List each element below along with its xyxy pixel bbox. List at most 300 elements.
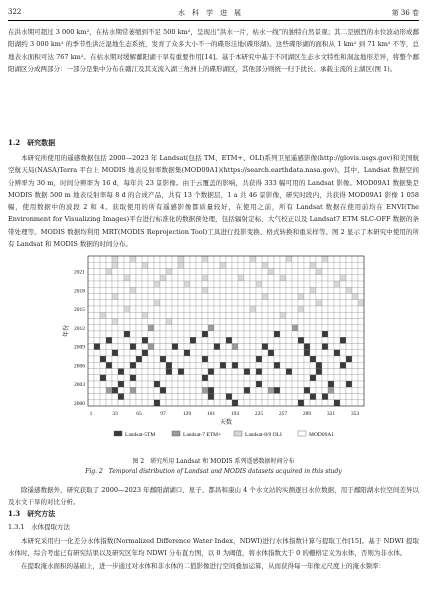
heatmap-cell xyxy=(178,387,184,393)
heatmap-cell xyxy=(298,275,304,281)
heatmap-cell xyxy=(160,381,166,387)
heatmap-cell xyxy=(220,269,226,275)
heatmap-cell xyxy=(340,275,346,281)
heatmap-cell xyxy=(334,306,340,312)
heatmap-cell xyxy=(190,369,196,375)
heatmap-cell xyxy=(148,356,154,362)
heatmap-cell xyxy=(118,344,124,350)
heatmap-cell xyxy=(106,287,112,293)
heatmap-cell xyxy=(136,362,142,368)
heatmap-cell xyxy=(322,381,328,387)
heatmap-cell xyxy=(352,362,358,368)
heatmap-cell xyxy=(106,256,112,262)
heatmap-cell xyxy=(316,387,322,393)
heatmap-cell xyxy=(244,356,250,362)
heatmap-cell xyxy=(358,375,364,381)
heatmap-cell xyxy=(208,362,214,368)
heatmap-cell xyxy=(118,275,124,281)
heatmap-cell xyxy=(106,356,112,362)
heatmap-cell xyxy=(346,275,352,281)
heatmap-cell xyxy=(160,256,166,262)
heatmap-cell xyxy=(166,281,172,287)
heatmap-cell xyxy=(238,269,244,275)
heatmap-cell xyxy=(328,269,334,275)
heatmap-cell xyxy=(322,269,328,275)
heatmap-cell xyxy=(136,294,142,300)
heatmap-cell xyxy=(250,256,256,262)
heatmap-cell xyxy=(202,375,208,381)
heatmap-cell xyxy=(178,375,184,381)
heatmap-cell xyxy=(244,269,250,275)
data-paragraph: 本研究所使用的遥感数据包括 2000—2023 年 Landsat(包括 TM、ETM+、OLI)系列卫星遥感影像(http://glovis.usgs.gov)和美国航空航天局(NASA)Terra 平台上 MODIS 地表反射率数据集(MOD09A1)(https://search.earthdata.nasa.gov)。其中，Landsat 数据空间分辨率为 30 m，时间分辨率为 16 d，每年共 23 景影像。由于云覆盖的影响，共获得 333 幅可用的 Landsat 影像。MOD09A1 数据集是 MODIS 数据 500 m 地表反射率每 8 d 的合成产品，共有 13 个数据层，1 a 共 46 景影像，研究时段内，共获得 MOD09A1 影像 1 058 幅，使用数据中的波段 2 和 4。获取使用的所有遥感影像都质量较好，在使用之前，所有 Landsat 数据在使用前均在 ENVI(The Environment for Visualizing Images)平台进行标准化的数据预处理，包括辐射定标、大气校正以及 Landsat7 ETM SLC-OFF 数据的条带处理等。MODIS 数据均利用 MRT(MODIS Reprojection Tool)工具进行投影变换、格式转换和重采样等。图 2 显示了本研究中使用的所有 Landsat 和 MODIS 数据的时间分布。 xyxy=(8,154,419,249)
heatmap-cell xyxy=(112,275,118,281)
heatmap-cell xyxy=(160,281,166,287)
heatmap-cell xyxy=(232,262,238,268)
heatmap-cell xyxy=(118,331,124,337)
heatmap-cell xyxy=(136,387,142,393)
heatmap-cell xyxy=(88,312,94,318)
heatmap-cell xyxy=(238,287,244,293)
heatmap-cell xyxy=(148,400,154,406)
heatmap-cell xyxy=(334,331,340,337)
heatmap-cell xyxy=(226,281,232,287)
heatmap-cell xyxy=(130,400,136,406)
heatmap-cell xyxy=(262,319,268,325)
heatmap-cell xyxy=(190,394,196,400)
heatmap-cell xyxy=(322,331,328,337)
heatmap-cell xyxy=(178,325,184,331)
heatmap-cell xyxy=(358,369,364,375)
x-tick-label: 161 xyxy=(206,411,216,417)
heatmap-cell xyxy=(292,387,298,393)
heatmap-cell xyxy=(130,369,136,375)
heatmap-cell xyxy=(178,344,184,350)
heatmap-cell xyxy=(160,300,166,306)
heatmap-cell xyxy=(310,294,316,300)
heatmap-cell xyxy=(262,275,268,281)
heatmap-cell xyxy=(214,275,220,281)
heatmap-cell xyxy=(262,300,268,306)
heatmap-cell xyxy=(346,375,352,381)
heatmap-cell xyxy=(202,394,208,400)
heatmap-cell xyxy=(268,344,274,350)
heatmap-cell xyxy=(244,387,250,393)
method-paragraph-1: 本研究采用归一化差分水体指数(Normalized Difference Water Index，NDWI)进行水体指数计算与提取工作[15]。基于 NDWI 提取水体时，综合考虑已有研究结果以及研究区年均 NDWI 分布直方图，以 0 为阈值，将水体指数大于 0 的栅格定义为水体，否则为非水体。 xyxy=(8,537,419,558)
heatmap-cell xyxy=(250,325,256,331)
heatmap-cell xyxy=(328,325,334,331)
heatmap-cell xyxy=(316,375,322,381)
heatmap-cell xyxy=(214,256,220,262)
heatmap-cell xyxy=(106,325,112,331)
heatmap-cell xyxy=(202,300,208,306)
heatmap-cell xyxy=(340,375,346,381)
heatmap-cell xyxy=(244,375,250,381)
heatmap-cell xyxy=(166,312,172,318)
heatmap-cell xyxy=(340,331,346,337)
heatmap-cell xyxy=(124,337,130,343)
heatmap-cell xyxy=(184,281,190,287)
heatmap-cell xyxy=(136,375,142,381)
heatmap-cell xyxy=(256,325,262,331)
x-tick-label: 193 xyxy=(230,411,240,417)
heatmap-cell xyxy=(208,400,214,406)
heatmap-cell xyxy=(166,294,172,300)
heatmap-cell xyxy=(136,275,142,281)
heatmap-cell xyxy=(304,381,310,387)
heatmap-cell xyxy=(178,287,184,293)
heatmap-cell xyxy=(172,362,178,368)
heatmap-cell xyxy=(184,312,190,318)
y-axis-label: 年份 xyxy=(63,324,70,338)
heatmap-cell xyxy=(220,350,226,356)
heatmap-cell xyxy=(118,300,124,306)
heatmap-cell xyxy=(244,256,250,262)
after-figure-paragraph-block xyxy=(8,484,419,509)
heatmap-cell xyxy=(118,256,124,262)
heatmap-cell xyxy=(280,394,286,400)
heatmap-cell xyxy=(256,394,262,400)
heatmap-cell xyxy=(292,306,298,312)
heatmap-cell xyxy=(118,269,124,275)
x-tick-label: 1 xyxy=(89,411,93,417)
heatmap-cell xyxy=(334,325,340,331)
heatmap-cell xyxy=(172,275,178,281)
heatmap-cell xyxy=(118,294,124,300)
heatmap-cell xyxy=(316,312,322,318)
heatmap-cell xyxy=(298,325,304,331)
heatmap-cell xyxy=(88,369,94,375)
heatmap-cell xyxy=(106,362,112,368)
heatmap-cell xyxy=(226,275,232,281)
heatmap-cell xyxy=(214,306,220,312)
heatmap-cell xyxy=(148,337,154,343)
heatmap-cell xyxy=(322,275,328,281)
heatmap-cell xyxy=(340,319,346,325)
heatmap-cell xyxy=(232,381,238,387)
heatmap-cell xyxy=(226,306,232,312)
heatmap-cell xyxy=(124,362,130,368)
heatmap-cell xyxy=(358,362,364,368)
heatmap-cell xyxy=(292,312,298,318)
heatmap-cell xyxy=(118,281,124,287)
heatmap-cell xyxy=(142,369,148,375)
heatmap-cell xyxy=(238,381,244,387)
heatmap-cell xyxy=(100,312,106,318)
heatmap-cell xyxy=(358,350,364,356)
heatmap-cell xyxy=(328,262,334,268)
heatmap-cell xyxy=(358,394,364,400)
heatmap-cell xyxy=(136,325,142,331)
heatmap-cell xyxy=(250,381,256,387)
heatmap-cell xyxy=(238,275,244,281)
heatmap-cell xyxy=(238,325,244,331)
heatmap-cell xyxy=(130,269,136,275)
heatmap-cell xyxy=(142,375,148,381)
heatmap-cell xyxy=(262,262,268,268)
heatmap-cell xyxy=(322,394,328,400)
heatmap-cell xyxy=(106,350,112,356)
heatmap-cell xyxy=(142,356,148,362)
heatmap-cell xyxy=(328,344,334,350)
heatmap-cell xyxy=(280,256,286,262)
heatmap-cell xyxy=(274,256,280,262)
heatmap-cell xyxy=(280,294,286,300)
heatmap-cell xyxy=(166,362,172,368)
heatmap-cell xyxy=(292,300,298,306)
heatmap-cell xyxy=(148,362,154,368)
heatmap-cell xyxy=(244,331,250,337)
heatmap-cell xyxy=(130,350,136,356)
heatmap-cell xyxy=(358,269,364,275)
heatmap-cell xyxy=(112,394,118,400)
heatmap-cell xyxy=(136,356,142,362)
heatmap-cell xyxy=(220,400,226,406)
heatmap-cell xyxy=(160,337,166,343)
heatmap-cell xyxy=(94,269,100,275)
heatmap-cell xyxy=(304,362,310,368)
heatmap-cell xyxy=(142,319,148,325)
heatmap-cell xyxy=(214,400,220,406)
heatmap-cell xyxy=(112,312,118,318)
heatmap-cell xyxy=(88,356,94,362)
heatmap-cell xyxy=(352,375,358,381)
heatmap-cell xyxy=(352,337,358,343)
heatmap-cell xyxy=(280,362,286,368)
heatmap-cell xyxy=(334,287,340,293)
heatmap-cell xyxy=(88,281,94,287)
heatmap-cell xyxy=(286,344,292,350)
heatmap-cell xyxy=(256,319,262,325)
heatmap-cell xyxy=(100,319,106,325)
heatmap-cell xyxy=(322,294,328,300)
heatmap-cell xyxy=(352,294,358,300)
heatmap-cell xyxy=(214,337,220,343)
heatmap-cell xyxy=(322,287,328,293)
heatmap-cell xyxy=(178,306,184,312)
heatmap-cell xyxy=(94,375,100,381)
heatmap-cell xyxy=(346,294,352,300)
heatmap-cell xyxy=(190,400,196,406)
heatmap-cell xyxy=(298,381,304,387)
heatmap-cell xyxy=(280,375,286,381)
heatmap-cell xyxy=(292,275,298,281)
heatmap-cell xyxy=(340,256,346,262)
heatmap-cell xyxy=(340,300,346,306)
heatmap-cell xyxy=(274,300,280,306)
heatmap-cell xyxy=(268,300,274,306)
heatmap-cell xyxy=(196,312,202,318)
heatmap-cell xyxy=(178,381,184,387)
heatmap-cell xyxy=(304,319,310,325)
heatmap-cell xyxy=(94,394,100,400)
heatmap-cell xyxy=(310,262,316,268)
heatmap-cell xyxy=(334,344,340,350)
heatmap-cell xyxy=(94,369,100,375)
heatmap-cell xyxy=(88,294,94,300)
heatmap-cell xyxy=(292,262,298,268)
heatmap-cell xyxy=(202,306,208,312)
heatmap-cell xyxy=(238,394,244,400)
heatmap-cell xyxy=(232,312,238,318)
heatmap-cell xyxy=(262,350,268,356)
heatmap-cell xyxy=(352,319,358,325)
heatmap-cell xyxy=(316,269,322,275)
heatmap-cell xyxy=(328,312,334,318)
heatmap-cell xyxy=(310,369,316,375)
heatmap-cell xyxy=(274,331,280,337)
heatmap-cell xyxy=(340,350,346,356)
heatmap-cell xyxy=(94,294,100,300)
heatmap-cell xyxy=(238,331,244,337)
heatmap-cell xyxy=(292,369,298,375)
heatmap-cell xyxy=(334,262,340,268)
heatmap-cell xyxy=(274,362,280,368)
heatmap-cell xyxy=(100,287,106,293)
heatmap-cell xyxy=(334,369,340,375)
heatmap-cell xyxy=(238,362,244,368)
heatmap-cell xyxy=(256,387,262,393)
heatmap-cell xyxy=(154,375,160,381)
heatmap-cell xyxy=(292,381,298,387)
heatmap-cell xyxy=(274,337,280,343)
heatmap-cell xyxy=(220,394,226,400)
heatmap-cell xyxy=(220,294,226,300)
x-tick-label: 65 xyxy=(136,411,142,417)
heatmap-cell xyxy=(130,381,136,387)
heatmap-cell xyxy=(298,350,304,356)
heatmap-cell xyxy=(262,269,268,275)
heatmap-cell xyxy=(196,281,202,287)
x-tick-label: 129 xyxy=(182,411,192,417)
heatmap-cell xyxy=(352,269,358,275)
heatmap-cell xyxy=(208,375,214,381)
heatmap-cell xyxy=(184,306,190,312)
heatmap-cell xyxy=(268,331,274,337)
heatmap-cell xyxy=(310,325,316,331)
heatmap-cell xyxy=(358,275,364,281)
heatmap-cell xyxy=(358,344,364,350)
heatmap-cell xyxy=(262,281,268,287)
heatmap-cell xyxy=(94,344,100,350)
heatmap-cell xyxy=(286,325,292,331)
x-tick-label: 289 xyxy=(302,411,312,417)
heatmap-cell xyxy=(160,269,166,275)
heatmap-cell xyxy=(196,262,202,268)
heatmap-cell xyxy=(304,256,310,262)
heatmap-cell xyxy=(298,269,304,275)
heatmap-cell xyxy=(112,400,118,406)
heatmap-cell xyxy=(118,312,124,318)
heatmap-cell xyxy=(88,319,94,325)
heatmap-cell xyxy=(184,275,190,281)
heatmap-cell xyxy=(316,400,322,406)
heatmap-cell xyxy=(358,400,364,406)
heatmap-cell xyxy=(190,287,196,293)
heatmap-cell xyxy=(328,356,334,362)
heatmap-cell xyxy=(112,331,118,337)
heatmap-cell xyxy=(184,256,190,262)
legend-swatch xyxy=(114,431,122,436)
heatmap-cell xyxy=(226,312,232,318)
heatmap-cell xyxy=(118,369,124,375)
heatmap-cell xyxy=(316,306,322,312)
heatmap-cell xyxy=(232,319,238,325)
heatmap-cell xyxy=(214,262,220,268)
heatmap-cell xyxy=(268,362,274,368)
heatmap-cell xyxy=(316,356,322,362)
heatmap-cell xyxy=(250,319,256,325)
heatmap-cell xyxy=(148,331,154,337)
heatmap-cell xyxy=(172,387,178,393)
heatmap-cell xyxy=(88,331,94,337)
heatmap-cell xyxy=(298,306,304,312)
heatmap-cell xyxy=(238,337,244,343)
heatmap-cell xyxy=(130,262,136,268)
heatmap-cell xyxy=(142,300,148,306)
heatmap-cell xyxy=(184,325,190,331)
heatmap-cell xyxy=(124,275,130,281)
heatmap-cell xyxy=(142,400,148,406)
heatmap-cell xyxy=(124,331,130,337)
heatmap-cell xyxy=(220,319,226,325)
heatmap-cell xyxy=(136,331,142,337)
heatmap-cell xyxy=(166,387,172,393)
heatmap-cell xyxy=(286,400,292,406)
heatmap-cell xyxy=(208,381,214,387)
heatmap-cell xyxy=(100,362,106,368)
heatmap-cell xyxy=(94,312,100,318)
heatmap-cell xyxy=(172,350,178,356)
heatmap-cell xyxy=(316,287,322,293)
heatmap-cell xyxy=(190,256,196,262)
heatmap-cell xyxy=(286,387,292,393)
heatmap-cell xyxy=(220,337,226,343)
y-tick-label: 2000 xyxy=(74,400,85,407)
heatmap-cell xyxy=(208,350,214,356)
heatmap-cell xyxy=(106,337,112,343)
heatmap-cell xyxy=(100,256,106,262)
heatmap-cell xyxy=(208,312,214,318)
heatmap-cell xyxy=(238,356,244,362)
heatmap-cell xyxy=(238,306,244,312)
heatmap-cell xyxy=(340,312,346,318)
heatmap-cell xyxy=(94,306,100,312)
heatmap-cell xyxy=(196,294,202,300)
heatmap-cell xyxy=(190,344,196,350)
heatmap-cell xyxy=(154,300,160,306)
heatmap-cell xyxy=(130,344,136,350)
heatmap-cell xyxy=(226,300,232,306)
heatmap-cell xyxy=(256,281,262,287)
heatmap-cell xyxy=(244,337,250,343)
heatmap-cell xyxy=(352,387,358,393)
heatmap-cell xyxy=(292,294,298,300)
heatmap-cell xyxy=(316,256,322,262)
heatmap-cell xyxy=(310,337,316,343)
heatmap-cell xyxy=(184,369,190,375)
heatmap-cell xyxy=(160,325,166,331)
heatmap-cell xyxy=(208,281,214,287)
heatmap-cell xyxy=(334,294,340,300)
heatmap-cell xyxy=(208,331,214,337)
heatmap-cell xyxy=(268,381,274,387)
heatmap-cell xyxy=(136,306,142,312)
heatmap-cell xyxy=(172,369,178,375)
heatmap-cell xyxy=(196,319,202,325)
legend-swatch xyxy=(234,431,242,436)
heatmap-cell xyxy=(142,262,148,268)
heatmap-cell xyxy=(256,312,262,318)
